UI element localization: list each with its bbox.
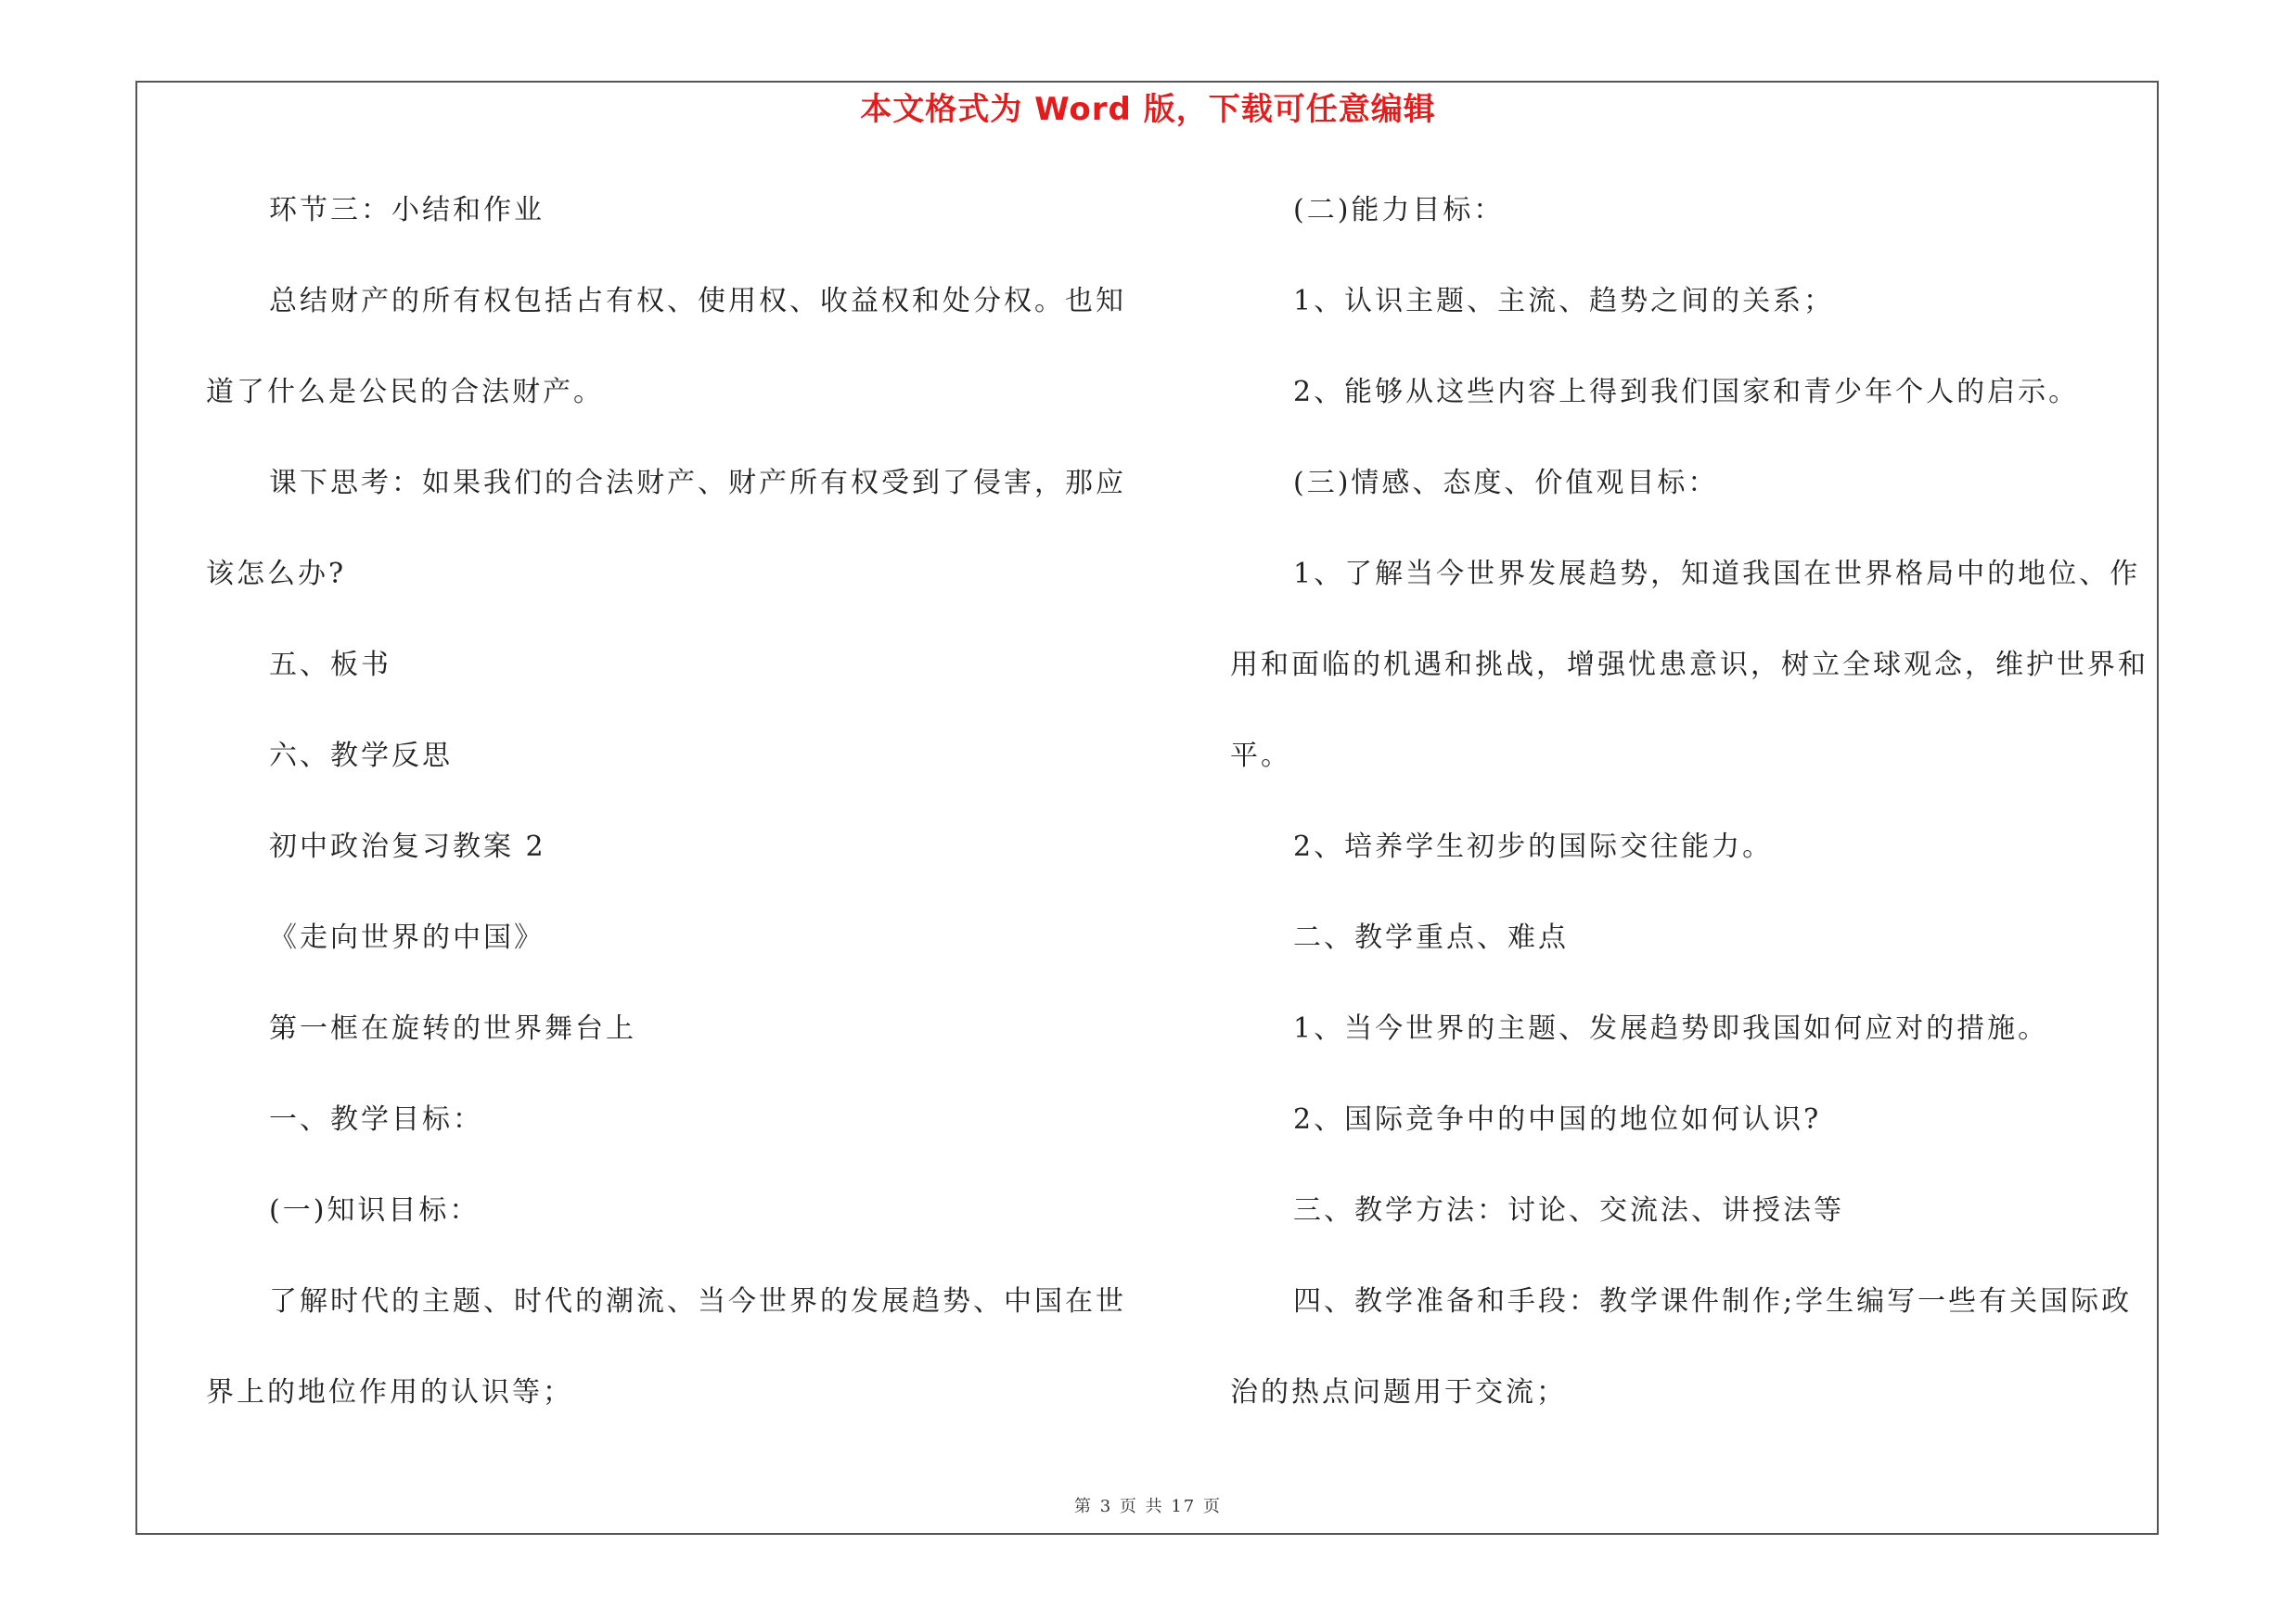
paragraph-line: (三)情感、态度、价值观目标： [1293, 467, 1719, 499]
paragraph-line: 平。 [1230, 740, 1291, 772]
paragraph-line: 《走向世界的中国》 [269, 921, 545, 954]
paragraph-line: 课下思考：如果我们的合法财产、财产所有权受到了侵害，那应 [269, 467, 1126, 499]
right-text-column [1230, 187, 2158, 1461]
paragraph-line: (二)能力目标： [1293, 194, 1505, 226]
paragraph-line: 用和面临的机遇和挑战，增强忧患意识，树立全球观念，维护世界和 [1230, 649, 2148, 681]
paragraph-line: 1、当今世界的主题、发展趋势即我国如何应对的措施。 [1293, 1012, 2049, 1045]
paragraph-line: 一、教学目标： [269, 1103, 483, 1136]
paragraph-line: 2、能够从这些内容上得到我们国家和青少年个人的启示。 [1293, 376, 2080, 408]
paragraph-line: 2、培养学生初步的国际交往能力。 [1293, 831, 1774, 863]
paragraph-line: 道了什么是公民的合法财产。 [206, 376, 604, 408]
paragraph-line: 初中政治复习教案 2 [269, 831, 546, 863]
paragraph-line: 了解时代的主题、时代的潮流、当今世界的发展趋势、中国在世 [269, 1285, 1126, 1318]
paragraph-line: 1、了解当今世界发展趋势，知道我国在世界格局中的地位、作 [1293, 558, 2141, 590]
paragraph-line: 总结财产的所有权包括占有权、使用权、收益权和处分权。也知 [269, 285, 1126, 317]
paragraph-line: 四、教学准备和手段：教学课件制作;学生编写一些有关国际政 [1293, 1285, 2133, 1318]
paragraph-line: (一)知识目标： [269, 1194, 481, 1227]
paragraph-line: 治的热点问题用于交流； [1230, 1376, 1567, 1409]
paragraph-line: 二、教学重点、难点 [1293, 921, 1569, 954]
paragraph-line: 界上的地位作用的认识等； [206, 1376, 573, 1409]
paragraph-line: 五、板书 [269, 649, 391, 681]
left-text-column [206, 187, 1134, 1461]
paragraph-line: 六、教学反思 [269, 740, 453, 772]
format-notice-banner: 本文格式为 Word 版，下载可任意编辑 [860, 91, 1436, 128]
paragraph-line: 环节三：小结和作业 [269, 194, 545, 226]
page-number-footer: 第 3 页 共 17 页 [1074, 1497, 1222, 1516]
paragraph-line: 三、教学方法：讨论、交流法、讲授法等 [1293, 1194, 1844, 1227]
paragraph-line: 第一框在旋转的世界舞台上 [269, 1012, 636, 1045]
paragraph-line: 1、认识主题、主流、趋势之间的关系； [1293, 285, 1835, 317]
paragraph-line: 2、国际竞争中的中国的地位如何认识? [1293, 1103, 1822, 1136]
paragraph-line: 该怎么办? [206, 558, 347, 590]
